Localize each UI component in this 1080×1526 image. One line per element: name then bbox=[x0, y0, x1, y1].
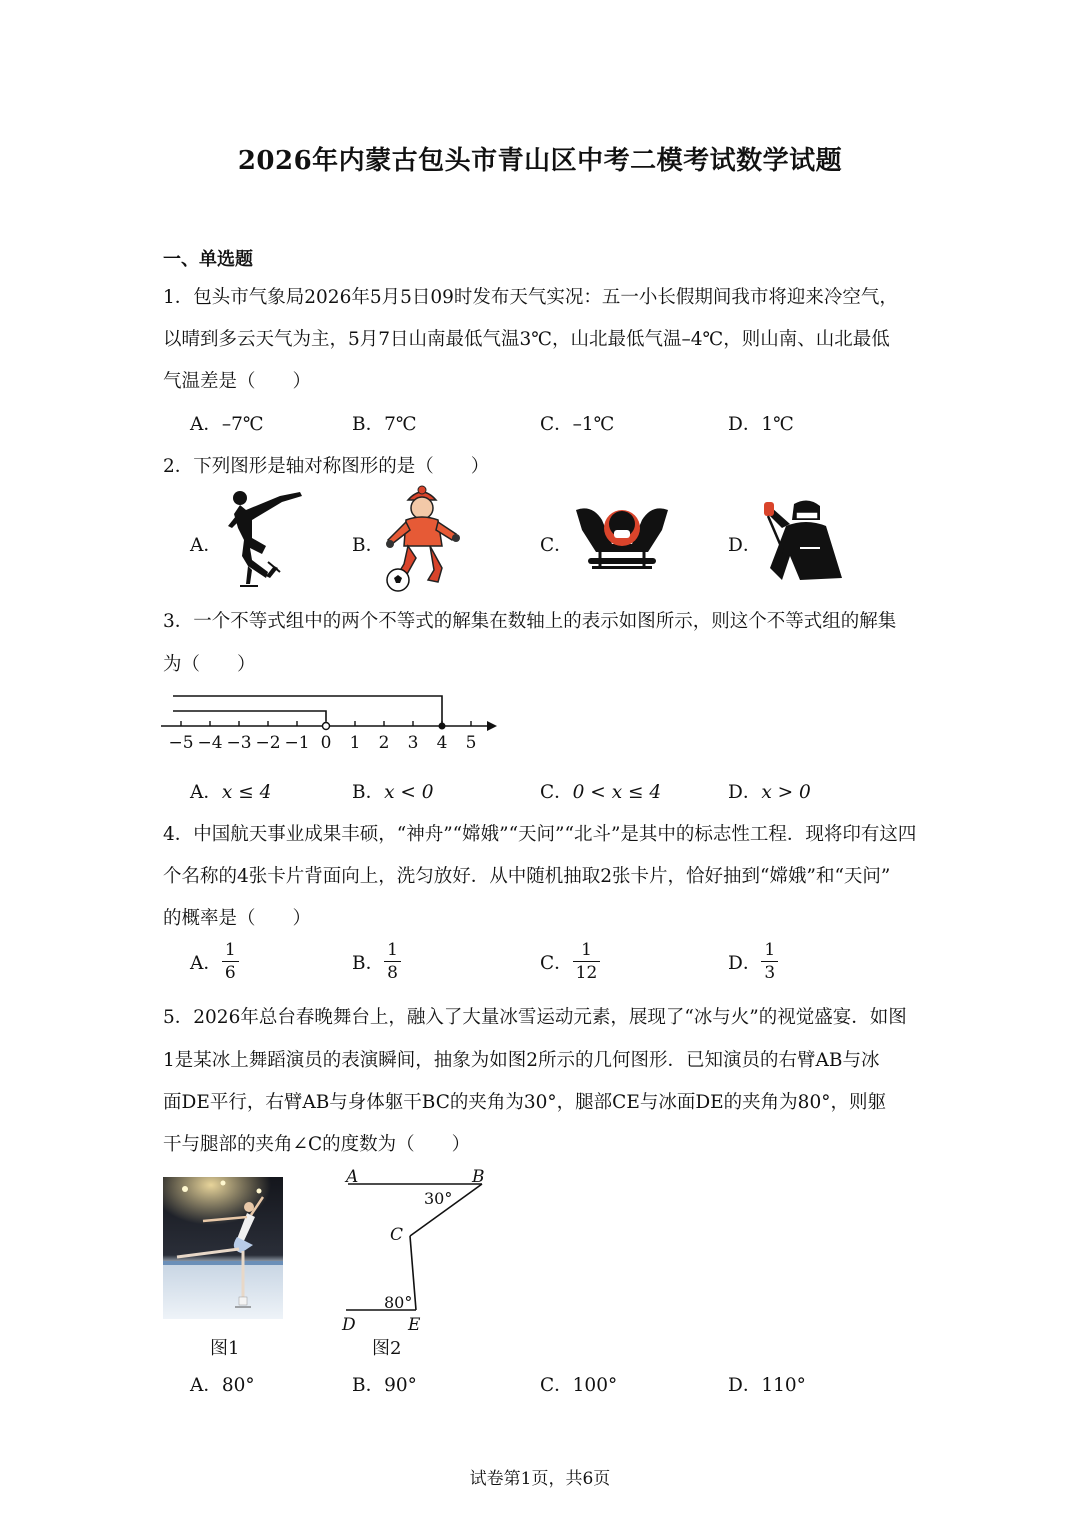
label-a: A bbox=[346, 1167, 359, 1187]
tick-label: −1 bbox=[284, 733, 310, 753]
q5-option-d: D．110° bbox=[728, 1375, 806, 1396]
q3-option-d: D．x > 0 bbox=[728, 782, 811, 803]
tick-label: 1 bbox=[349, 733, 361, 753]
page-title: 2026年内蒙古包头市青山区中考二模考试数学试题 bbox=[237, 146, 843, 176]
q5-line-4: 干与腿部的夹角∠C的度数为（ ） bbox=[163, 1134, 471, 1155]
q1-line-2: 以晴到多云天气为主，5月7日山南最低气温3℃，山北最低气温–4℃，则山南、山北最低 bbox=[163, 329, 890, 350]
q4-option-c: C． $\frac{1}{12}$ bbox=[540, 942, 600, 982]
q5-option-b: B．90° bbox=[352, 1375, 417, 1396]
q2-option-d: D． bbox=[728, 535, 762, 556]
tick-label: 4 bbox=[436, 733, 448, 753]
q2-option-b: B． bbox=[352, 535, 385, 556]
solution-ray-1 bbox=[173, 711, 326, 721]
q5-line-3: 面DE平行，右臂AB与身体躯干BC的夹角为30°，腿部CE与冰面DE的夹角为80°，则躯 bbox=[163, 1092, 886, 1113]
axis-arrow-icon bbox=[487, 721, 497, 731]
tick-label: 2 bbox=[378, 733, 390, 753]
label-d: D bbox=[342, 1315, 356, 1335]
figure-2-caption: 图2 bbox=[372, 1338, 402, 1359]
q4-line-1: 4．中国航天事业成果丰硕，“神舟”“嫦娥”“天问”“北斗”是其中的标志性工程．现将印有这四 bbox=[163, 824, 917, 845]
tick-label: 0 bbox=[320, 733, 332, 753]
q4-line-3: 的概率是（ ） bbox=[163, 908, 312, 929]
q5-option-a: A．80° bbox=[190, 1375, 255, 1396]
open-point bbox=[323, 723, 330, 730]
q1-option-a: A．–7℃ bbox=[190, 414, 264, 435]
tick-label: −2 bbox=[255, 733, 281, 753]
skier-icon bbox=[760, 498, 850, 584]
tick-label: −3 bbox=[226, 733, 252, 753]
q1-line-3: 气温差是（ ） bbox=[163, 371, 312, 392]
ice-dancer-photo bbox=[163, 1177, 283, 1319]
q1-option-b: B．7℃ bbox=[352, 414, 417, 435]
label-b: B bbox=[472, 1167, 485, 1187]
q5-option-c: C．100° bbox=[540, 1375, 618, 1396]
angle-e-label: 80° bbox=[384, 1293, 413, 1312]
tick-label: 3 bbox=[407, 733, 419, 753]
section-heading: 一、单选题 bbox=[163, 249, 253, 270]
tick-label: 5 bbox=[465, 733, 477, 753]
q3-line-2: 为（ ） bbox=[163, 654, 256, 675]
q5-line-1: 5．2026年总台春晚舞台上，融入了大量冰雪运动元素，展现了“冰与火”的视觉盛宴．如图 bbox=[163, 1007, 907, 1028]
geometry-diagram bbox=[338, 1162, 498, 1336]
luge-rider-icon bbox=[572, 500, 672, 576]
number-line-diagram bbox=[155, 685, 505, 757]
q3-option-a: A．x ≤ 4 bbox=[190, 782, 272, 803]
q2-option-a: A． bbox=[190, 535, 222, 556]
q1-line-1: 1．包头市气象局2026年5月5日09时发布天气实况：五一小长假期间我市将迎来冷空气， bbox=[163, 287, 898, 308]
q5-line-2: 1是某冰上舞蹈演员的表演瞬间，抽象为如图2所示的几何图形．已知演员的右臂AB与冰 bbox=[163, 1050, 880, 1071]
page-footer: 试卷第1页，共6页 bbox=[469, 1469, 611, 1489]
q2-stem: 2．下列图形是轴对称图形的是（ ） bbox=[163, 456, 490, 477]
tick-label: −5 bbox=[168, 733, 194, 753]
q4-line-2: 个名称的4张卡片背面向上，洗匀放好．从中随机抽取2张卡片，恰好抽到“嫦娥”和“天问” bbox=[163, 866, 891, 887]
q2-option-c: C． bbox=[540, 535, 573, 556]
label-c: C bbox=[390, 1225, 404, 1245]
q3-option-c: C．0 < x ≤ 4 bbox=[540, 782, 662, 803]
q4-option-d: D． $\frac{1}{3}$ bbox=[728, 942, 778, 982]
soccer-child-icon bbox=[380, 484, 468, 594]
q3-line-1: 3．一个不等式组中的两个不等式的解集在数轴上的表示如图所示，则这个不等式组的解集 bbox=[163, 611, 897, 632]
skater-silhouette-icon bbox=[222, 488, 306, 594]
q4-option-b: B． $\frac{1}{8}$ bbox=[352, 942, 401, 982]
q4-option-a: A． $\frac{1}{6}$ bbox=[190, 942, 239, 982]
q3-option-b: B．x < 0 bbox=[352, 782, 434, 803]
label-e: E bbox=[408, 1315, 421, 1335]
figure-1-caption: 图1 bbox=[210, 1338, 240, 1359]
q1-option-c: C．–1℃ bbox=[540, 414, 615, 435]
angle-b-label: 30° bbox=[424, 1189, 453, 1208]
tick-label: −4 bbox=[197, 733, 223, 753]
q1-option-d: D．1℃ bbox=[728, 414, 794, 435]
closed-point bbox=[439, 723, 446, 730]
